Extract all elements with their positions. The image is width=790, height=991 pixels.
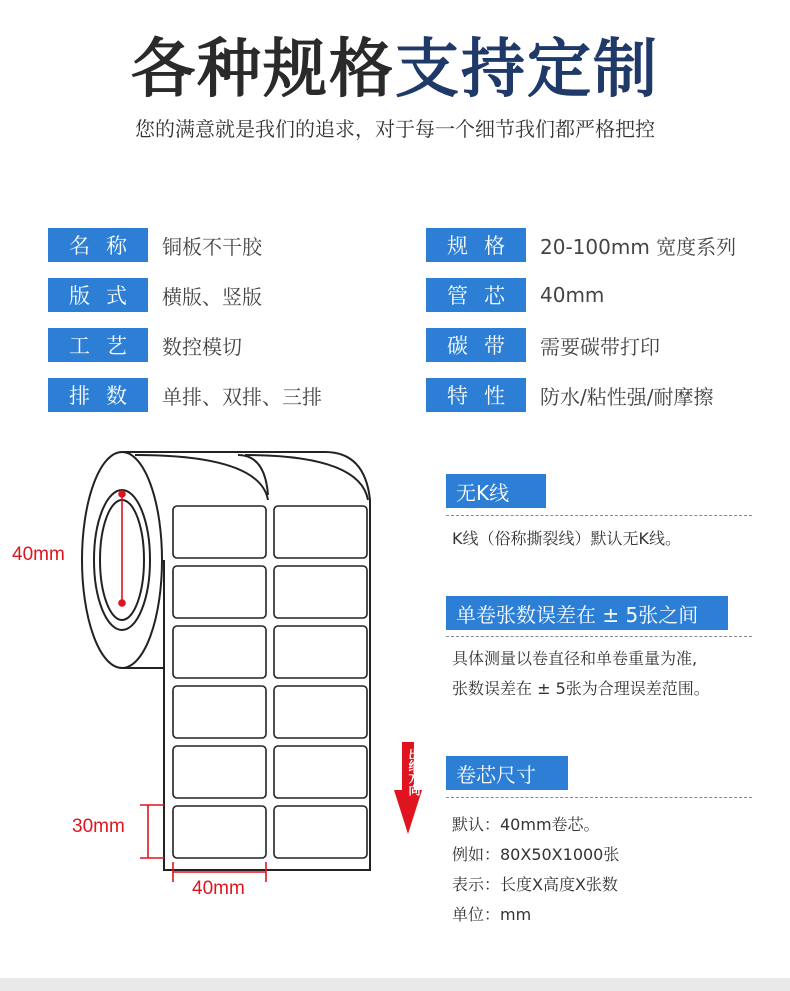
spec-row-feature [426,378,713,412]
spec-label: 碳带 [426,328,526,362]
spec-row-ribbon [426,328,660,362]
label-width-label: 40mm [192,878,245,899]
bottom-bar [0,978,790,991]
spec-value: 40mm [540,283,605,307]
spec-row-spec [426,228,736,262]
info-k-line-text: K线（俗称撕裂线）默认无K线。 [452,529,681,548]
page-title [0,30,790,110]
info-tolerance-text: 具体测量以卷直径和单卷重量为准, 张数误差在 ± 5张为合理误差范围。 [452,649,710,698]
feed-direction-label: 出纸方向 [407,748,421,796]
info-k-line-title: 无K线 [446,474,546,508]
title-part-2: 支持定制 [395,33,659,107]
spec-label: 管芯 [426,278,526,312]
divider [446,515,752,516]
spec-label: 规格 [426,228,526,262]
spec-label: 特性 [426,378,526,412]
spec-value: 横版、竖版 [162,284,262,309]
label-height-label: 30mm [72,816,125,837]
spec-row-core [426,278,604,312]
spec-row-name [48,228,262,262]
spec-label: 工艺 [48,328,148,362]
spec-value: 铜板不干胶 [162,234,262,259]
spec-value: 需要碳带打印 [540,334,660,359]
spec-row-process [48,328,242,362]
divider [446,636,752,637]
spec-label: 版式 [48,278,148,312]
info-tolerance-title: 单卷张数误差在 ± 5张之间 [446,596,728,630]
page-subtitle: 您的满意就是我们的追求，对于每一个细节我们都严格把控 [135,117,655,141]
info-core-size-text: 默认：40mm卷芯。 例如：80X50X1000张 表示：长度X高度X张数 单位：mm [452,815,620,924]
label-grid [173,506,367,858]
spec-value: 20-100mm 宽度系列 [540,234,737,259]
spec-value: 单排、双排、三排 [162,384,322,409]
spec-label: 名称 [48,228,148,262]
spec-value: 防水/粘性强/耐摩擦 [540,384,714,409]
spec-label: 排数 [48,378,148,412]
spec-row-layout [48,278,262,312]
label-roll-diagram [0,440,440,900]
core-diameter-label: 40mm [12,544,65,565]
title-part-1: 各种规格 [131,33,395,107]
spec-row-rows [48,378,322,412]
info-core-size-title: 卷芯尺寸 [446,756,568,790]
divider [446,797,752,798]
spec-value: 数控模切 [162,334,242,359]
